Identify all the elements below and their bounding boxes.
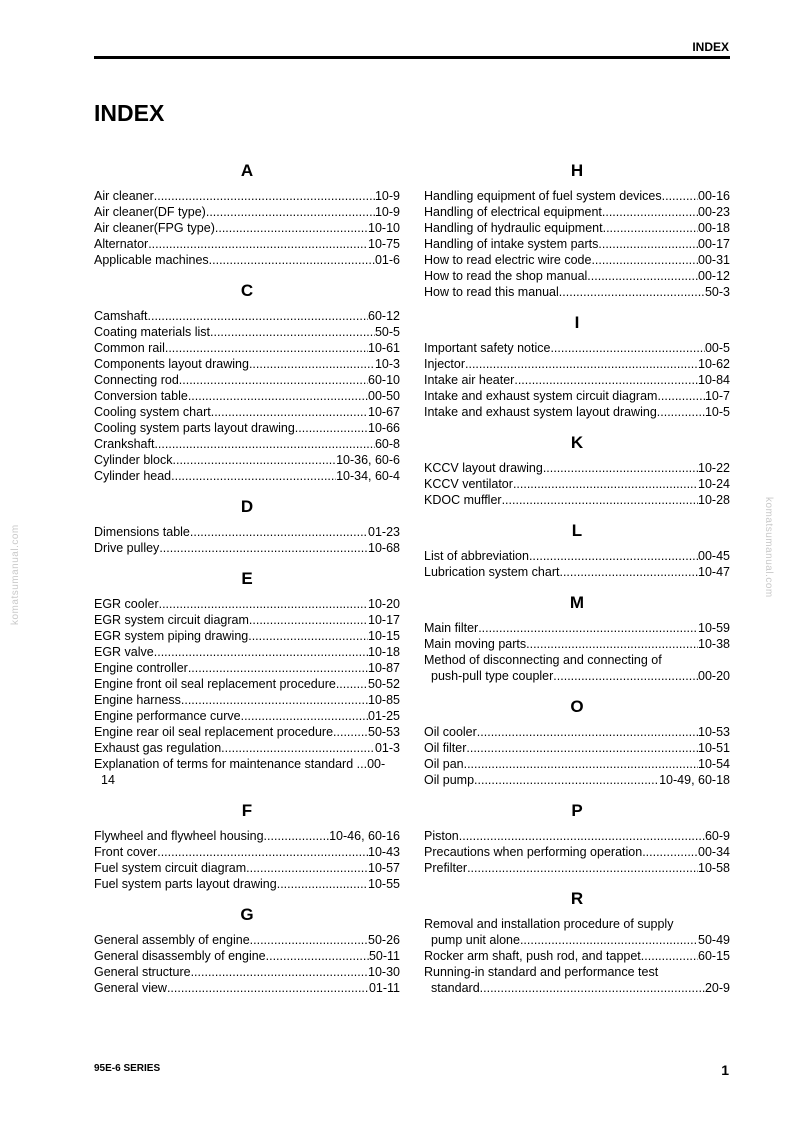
entry-term: Applicable machines <box>94 253 209 267</box>
entry-term: Rocker arm shaft, push rod, and tappet <box>424 949 641 963</box>
index-entry[interactable] <box>424 620 730 636</box>
index-entry[interactable] <box>424 188 730 204</box>
index-entry[interactable] <box>424 828 730 844</box>
entry-page: 10-17 <box>368 613 400 627</box>
section-letter: M <box>569 593 585 612</box>
entry-term: Camshaft <box>94 309 148 323</box>
entry-term: pump unit alone <box>431 933 520 947</box>
entry-term: Cooling system chart <box>94 405 211 419</box>
entry-page: 10-61 <box>368 341 400 355</box>
entry-term: Fuel system circuit diagram <box>94 861 247 875</box>
index-entry[interactable] <box>424 388 730 404</box>
entry-page: 10-67 <box>368 405 400 419</box>
entry-page: 00-23 <box>698 205 730 219</box>
section-letter: G <box>240 905 254 924</box>
index-entry-line1[interactable]: Running-in standard and performance test <box>424 965 659 979</box>
index-entry[interactable] <box>94 388 400 404</box>
index-entry[interactable] <box>424 476 730 492</box>
entry-page: 00-31 <box>698 253 730 267</box>
index-entry[interactable] <box>94 308 400 324</box>
entry-page: 01-3 <box>374 741 400 755</box>
index-entry[interactable] <box>94 404 400 420</box>
entry-page: 10-28 <box>698 493 730 507</box>
index-entry[interactable] <box>424 340 730 356</box>
index-section-o <box>424 695 730 788</box>
section-letter: P <box>571 801 583 820</box>
entry-term: General assembly of engine <box>94 933 250 947</box>
index-entry[interactable] <box>94 188 400 204</box>
entry-term: Oil pan <box>424 757 464 771</box>
section-letter: F <box>241 801 253 820</box>
entry-term: KDOC muffler <box>424 493 502 507</box>
index-entry[interactable] <box>94 964 400 980</box>
entry-page: 10-53 <box>698 725 730 739</box>
entry-page: 10-85 <box>368 693 400 707</box>
index-entry[interactable] <box>424 860 730 876</box>
entry-term: Handling equipment of fuel system devices <box>424 189 662 203</box>
entry-page: 50-26 <box>368 933 400 947</box>
entry-page: 00-34 <box>698 845 730 859</box>
header-rule <box>94 56 730 59</box>
index-entry[interactable] <box>94 596 400 612</box>
entry-page: 00-12 <box>698 269 730 283</box>
entry-term: Intake and exhaust system layout drawing <box>424 405 657 419</box>
index-entry[interactable] <box>424 460 730 476</box>
entry-page: 60-9 <box>704 829 730 843</box>
section-letter: L <box>571 521 583 540</box>
entry-term: EGR system piping drawing <box>94 629 249 643</box>
entry-page: 10-36, 60-6 <box>336 453 400 467</box>
entry-page: 10-24 <box>698 477 730 491</box>
entry-page: 10-75 <box>368 237 400 251</box>
index-entry[interactable] <box>94 660 400 676</box>
index-section-a <box>94 159 400 268</box>
index-entry[interactable] <box>94 860 400 876</box>
index-section-i <box>424 311 730 420</box>
index-entry[interactable] <box>94 828 400 844</box>
entry-page: 00-50 <box>368 389 400 403</box>
entry-term: Connecting rod <box>94 373 179 387</box>
entry-term: Dimensions table <box>94 525 190 539</box>
index-entry-cont[interactable] <box>424 668 730 684</box>
entry-term: KCCV layout drawing <box>424 461 543 475</box>
entry-term: How to read this manual <box>424 285 559 299</box>
entry-page: 00-5 <box>704 341 730 355</box>
index-entry[interactable] <box>424 772 730 788</box>
section-letter: E <box>241 569 253 588</box>
entry-page: 10-18 <box>368 645 400 659</box>
index-entry[interactable] <box>94 932 400 948</box>
entry-page: 50-3 <box>704 285 730 299</box>
entry-term: Coating materials list <box>94 325 211 339</box>
section-letter: O <box>570 697 584 716</box>
entry-page: 10-46, 60-16 <box>329 829 400 843</box>
entry-term: Oil pump <box>424 773 475 787</box>
index-entry[interactable] <box>94 356 400 372</box>
index-entry[interactable] <box>424 756 730 772</box>
index-entry[interactable] <box>94 692 400 708</box>
index-section-l <box>424 519 730 580</box>
entry-page: 01-11 <box>368 981 400 995</box>
entry-page: 10-58 <box>698 861 730 875</box>
entry-page: 10-55 <box>368 877 400 891</box>
entry-term: push-pull type coupler <box>431 669 554 683</box>
entry-page: 50-5 <box>374 325 400 339</box>
index-entry[interactable] <box>424 636 730 652</box>
entry-page: 00-18 <box>698 221 730 235</box>
entry-term: Cylinder head <box>94 469 172 483</box>
entry-term: Exhaust gas regulation <box>94 741 222 755</box>
index-entry[interactable] <box>424 236 730 252</box>
entry-page: 10-15 <box>368 629 400 643</box>
section-letter: H <box>570 161 584 180</box>
entry-term: Prefilter <box>424 861 468 875</box>
index-entry[interactable] <box>94 220 400 236</box>
entry-term: Handling of hydraulic equipment <box>424 221 603 235</box>
entry-page: 00-17 <box>698 237 730 251</box>
index-entry[interactable] <box>424 948 730 964</box>
entry-page: 10-68 <box>368 541 400 555</box>
index-section-g <box>94 903 400 996</box>
entry-page: 20-9 <box>704 981 730 995</box>
entry-page: 00-20 <box>698 669 730 683</box>
index-entry[interactable] <box>424 404 730 420</box>
entry-term: Drive pulley <box>94 541 160 555</box>
entry-page: 10-7 <box>704 389 730 403</box>
entry-term: Air cleaner(FPG type) <box>94 221 215 235</box>
entry-term: KCCV ventilator <box>424 477 513 491</box>
entry-page: 10-51 <box>698 741 730 755</box>
entry-term: EGR system circuit diagram <box>94 613 249 627</box>
entry-page: 10-3 <box>374 357 400 371</box>
index-entry[interactable] <box>94 708 400 724</box>
entry-term: Alternator <box>94 237 149 251</box>
index-entry[interactable] <box>94 420 400 436</box>
index-entry[interactable] <box>94 724 400 740</box>
index-entry[interactable] <box>94 524 400 540</box>
section-letter: D <box>240 497 254 516</box>
index-entry-line1[interactable]: Method of disconnecting and connecting of <box>424 653 662 667</box>
entry-page: 01-6 <box>374 253 400 267</box>
index-entry[interactable] <box>94 372 400 388</box>
entry-page: 00-45 <box>698 549 730 563</box>
entry-page: 10-30 <box>368 965 400 979</box>
index-entry[interactable] <box>424 740 730 756</box>
index-entry-line1[interactable]: Removal and installation procedure of supply <box>424 917 674 931</box>
entry-page: 60-10 <box>368 373 400 387</box>
index-entry[interactable] <box>424 844 730 860</box>
entry-page: 60-8 <box>374 437 400 451</box>
page-title: INDEX <box>94 100 165 126</box>
entry-term: Lubrication system chart <box>424 565 560 579</box>
section-letter: C <box>240 281 254 300</box>
entry-page: 10-22 <box>698 461 730 475</box>
entry-term: Cylinder block <box>94 453 173 467</box>
index-entry[interactable] <box>94 324 400 340</box>
entry-term: How to read electric wire code <box>424 253 592 267</box>
index-entry[interactable] <box>94 676 400 692</box>
entry-term: Air cleaner(DF type) <box>94 205 206 219</box>
index-entry[interactable] <box>424 284 730 300</box>
index-entry[interactable] <box>94 436 400 452</box>
index-entry-wrapped-cont: 14 <box>101 773 115 787</box>
entry-page: 10-43 <box>368 845 400 859</box>
entry-term: Piston <box>424 829 459 843</box>
entry-term: EGR valve <box>94 645 154 659</box>
entry-term: Crankshaft <box>94 437 155 451</box>
footer-series: 95E-6 SERIES <box>94 1063 161 1074</box>
entry-page: 50-11 <box>368 949 400 963</box>
entry-term: Injector <box>424 357 465 371</box>
entry-term: standard <box>431 981 480 995</box>
entry-term: EGR cooler <box>94 597 159 611</box>
entry-term: Main moving parts <box>424 637 527 651</box>
section-letter: I <box>574 313 580 332</box>
index-entry[interactable] <box>424 564 730 580</box>
entry-page: 10-10 <box>368 221 400 235</box>
entry-page: 10-49, 60-18 <box>659 773 730 787</box>
index-entry[interactable] <box>94 340 400 356</box>
index-entry[interactable] <box>94 236 400 252</box>
entry-page: 10-34, 60-4 <box>336 469 400 483</box>
index-section-h <box>424 159 730 300</box>
index-entry[interactable] <box>94 628 400 644</box>
index-entry[interactable] <box>424 252 730 268</box>
entry-page: 10-38 <box>698 637 730 651</box>
section-letter: K <box>570 433 584 452</box>
entry-term: Cooling system parts layout drawing <box>94 421 295 435</box>
entry-page: 10-57 <box>368 861 400 875</box>
index-entry[interactable] <box>94 644 400 660</box>
entry-term: Intake and exhaust system circuit diagram <box>424 389 658 403</box>
entry-term: Handling of intake system parts <box>424 237 599 251</box>
entry-page: 10-54 <box>698 757 730 771</box>
entry-page: 10-47 <box>698 565 730 579</box>
index-section-k <box>424 431 730 508</box>
entry-page: 10-20 <box>368 597 400 611</box>
index-section-m <box>424 591 730 684</box>
index-section-c <box>94 279 400 484</box>
entry-page: 01-23 <box>368 525 400 539</box>
entry-term: Oil cooler <box>424 725 477 739</box>
entry-term: Important safety notice <box>424 341 551 355</box>
entry-term: Fuel system parts layout drawing <box>94 877 277 891</box>
index-section-r <box>424 887 730 996</box>
entry-term: List of abbreviation <box>424 549 529 563</box>
entry-term: Engine controller <box>94 661 188 675</box>
section-letter: A <box>240 161 254 180</box>
index-entry[interactable] <box>94 844 400 860</box>
index-entry[interactable] <box>94 468 400 484</box>
entry-term: Engine rear oil seal replacement procedure <box>94 725 334 739</box>
entry-page: 10-9 <box>374 205 400 219</box>
index-section-f <box>94 799 400 892</box>
index-column-left <box>94 159 400 1007</box>
index-entry-cont[interactable] <box>424 932 730 948</box>
entry-page: 10-66 <box>368 421 400 435</box>
index-entry[interactable] <box>94 876 400 892</box>
entry-term: Main filter <box>424 621 479 635</box>
entry-term: Conversion table <box>94 389 188 403</box>
index-entry[interactable] <box>424 492 730 508</box>
entry-page: 01-25 <box>368 709 400 723</box>
index-entry[interactable] <box>94 980 400 996</box>
entry-term: Engine performance curve <box>94 709 241 723</box>
index-entry[interactable] <box>424 372 730 388</box>
entry-page: 60-15 <box>698 949 730 963</box>
index-entry[interactable] <box>424 548 730 564</box>
entry-page: 10-87 <box>368 661 400 675</box>
entry-page: 10-84 <box>698 373 730 387</box>
index-entry[interactable] <box>424 268 730 284</box>
entry-term: Handling of electrical equipment <box>424 205 602 219</box>
index-entry[interactable] <box>424 724 730 740</box>
entry-term: How to read the shop manual <box>424 269 588 283</box>
index-column-right <box>424 159 730 1007</box>
entry-term: Air cleaner <box>94 189 154 203</box>
entry-page: 10-9 <box>374 189 400 203</box>
index-entry[interactable] <box>94 612 400 628</box>
entry-term: General disassembly of engine <box>94 949 266 963</box>
index-entry[interactable] <box>424 220 730 236</box>
watermark-right: komatsumanual.com <box>763 497 774 598</box>
index-section-e <box>94 567 400 788</box>
index-section-d <box>94 495 400 556</box>
entry-term: Engine harness <box>94 693 181 707</box>
entry-term: Intake air heater <box>424 373 515 387</box>
entry-term: General view <box>94 981 167 995</box>
entry-page: 60-12 <box>368 309 400 323</box>
index-entry-cont[interactable] <box>424 980 730 996</box>
index-entry[interactable] <box>94 204 400 220</box>
index-entry[interactable] <box>94 540 400 556</box>
entry-term: Front cover <box>94 845 158 859</box>
index-entry[interactable] <box>94 252 400 268</box>
section-letter: R <box>570 889 584 908</box>
entry-term: Common rail <box>94 341 165 355</box>
index-entry[interactable] <box>424 204 730 220</box>
index-entry-wrapped[interactable]: Explanation of terms for maintenance standard ...00- <box>94 757 386 771</box>
entry-term: Precautions when performing operation <box>424 845 643 859</box>
entry-page: 10-5 <box>704 405 730 419</box>
entry-term: Engine front oil seal replacement procedure <box>94 677 336 691</box>
entry-term: Components layout drawing <box>94 357 249 371</box>
entry-term: Oil filter <box>424 741 467 755</box>
index-section-p <box>424 799 730 876</box>
entry-page: 10-62 <box>698 357 730 371</box>
header-label: INDEX <box>692 40 729 54</box>
index-entry[interactable] <box>94 452 400 468</box>
entry-page: 50-52 <box>368 677 400 691</box>
index-entry[interactable] <box>94 740 400 756</box>
entry-page: 10-59 <box>698 621 730 635</box>
index-entry[interactable] <box>94 948 400 964</box>
entry-page: 50-53 <box>368 725 400 739</box>
entry-page: 50-49 <box>698 933 730 947</box>
entry-page: 00-16 <box>698 189 730 203</box>
watermark-left: komatsumanual.com <box>10 524 21 625</box>
index-entry[interactable] <box>424 356 730 372</box>
entry-term: Flywheel and flywheel housing <box>94 829 264 843</box>
page-number: 1 <box>721 1062 729 1078</box>
entry-term: General structure <box>94 965 191 979</box>
